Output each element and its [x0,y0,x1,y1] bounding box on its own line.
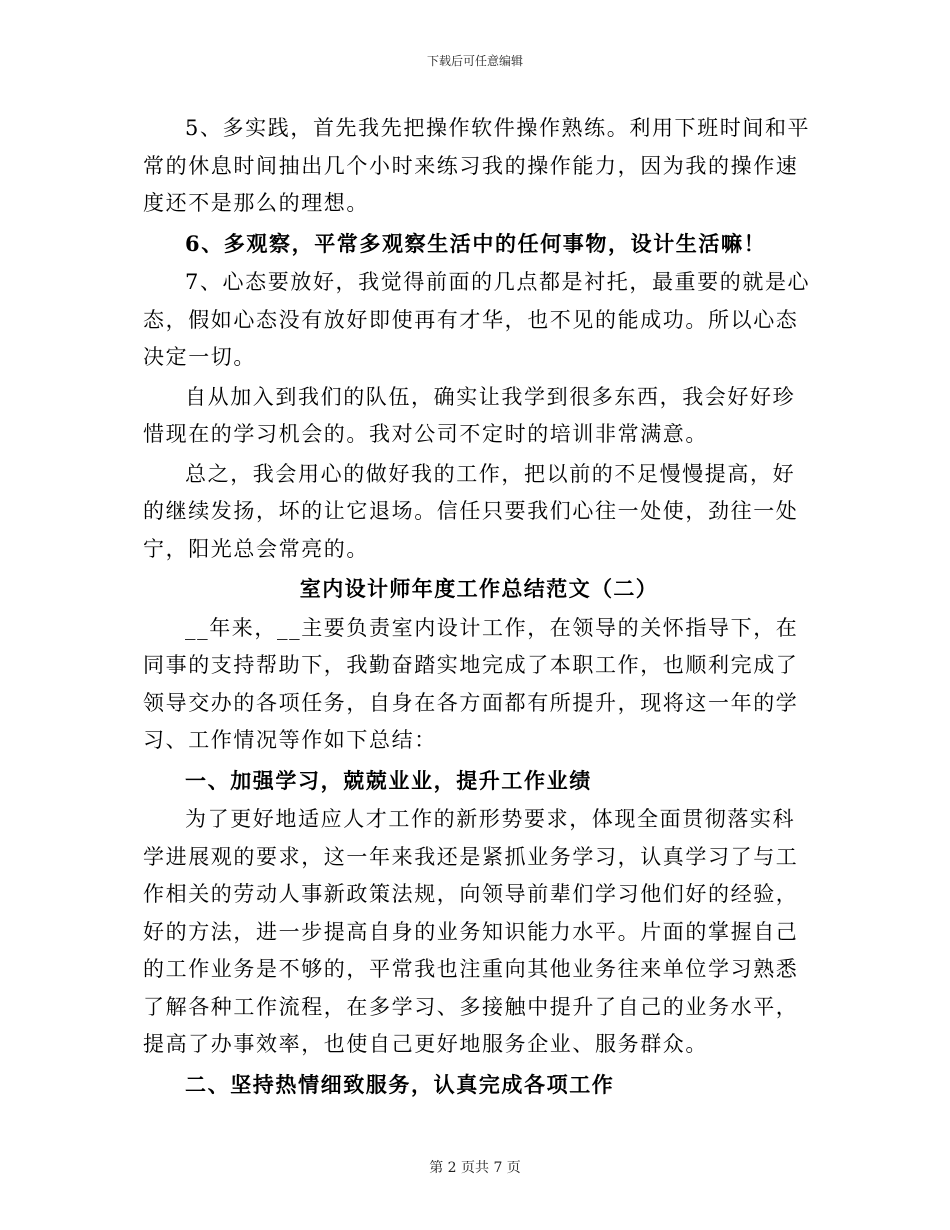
paragraph-mindset: 7、心态要放好，我觉得前面的几点都是衬托，最重要的就是心态，假如心态没有放好即使再有才华，也不见的能成功。所以心态决定一切。 [143,270,811,369]
page-footer: 第 2 页共 7 页 [429,1160,521,1176]
paragraph-study: 为了更好地适应人才工作的新形势要求，体现全面贯彻落实科学进展观的要求，这一年来我还是紧抓业务学习，认真学习了与工作相关的劳动人事新政策法规，向领导前辈们学习他们好的经验，好的方法，进一步提高自身的业务知识能力水平。片面的掌握自己的工作业务是不够的，平常我也注重向其他业务往来单位学习熟悉了解各种工作流程，在多学习、多接触中提升了自己的业务水平，提高了办事效率，也使自己更好地服务企业、服务群众。 [143,807,799,1056]
page-header: 下载后可任意编辑 [426,54,523,68]
paragraph-summary: 总之，我会用心的做好我的工作，把以前的不足慢慢提高，好的继续发扬，坏的让它退场。信任只要我们心往一处使，劲往一处宁，阳光总会常亮的。 [143,461,799,561]
heading-service: 二、坚持热情细致服务，认真完成各项工作 [185,1071,615,1097]
paragraph-practice: 5、多实践，首先我先把操作软件操作熟练。利用下班时间和平常的休息时间抽出几个小时来练习我的操作能力，因为我的操作速度还不是那么的理想。 [143,116,811,215]
document-body [143,110,815,1105]
paragraph-intro: __年来，__主要负责室内设计工作，在领导的关怀指导下，在同事的支持帮助下，我勤奋踏实地完成了本职工作，也顺利完成了领导交办的各项任务，自身在各方面都有所提升，现将这一年的学习、工作情况等作如下总结： [143,615,799,752]
heading-study: 一、加强学习，兢兢业业，提升工作业绩 [185,767,592,793]
section-title: 室内设计师年度工作总结范文（二） [299,576,659,601]
paragraph-team: 自从加入到我们的队伍，确实让我学到很多东西，我会好好珍惜现在的学习机会的。我对公司不定时的培训非常满意。 [143,384,796,446]
paragraph-observe: 6、多观察，平常多观察生活中的任何事物，设计生活嘛！ [185,230,767,256]
